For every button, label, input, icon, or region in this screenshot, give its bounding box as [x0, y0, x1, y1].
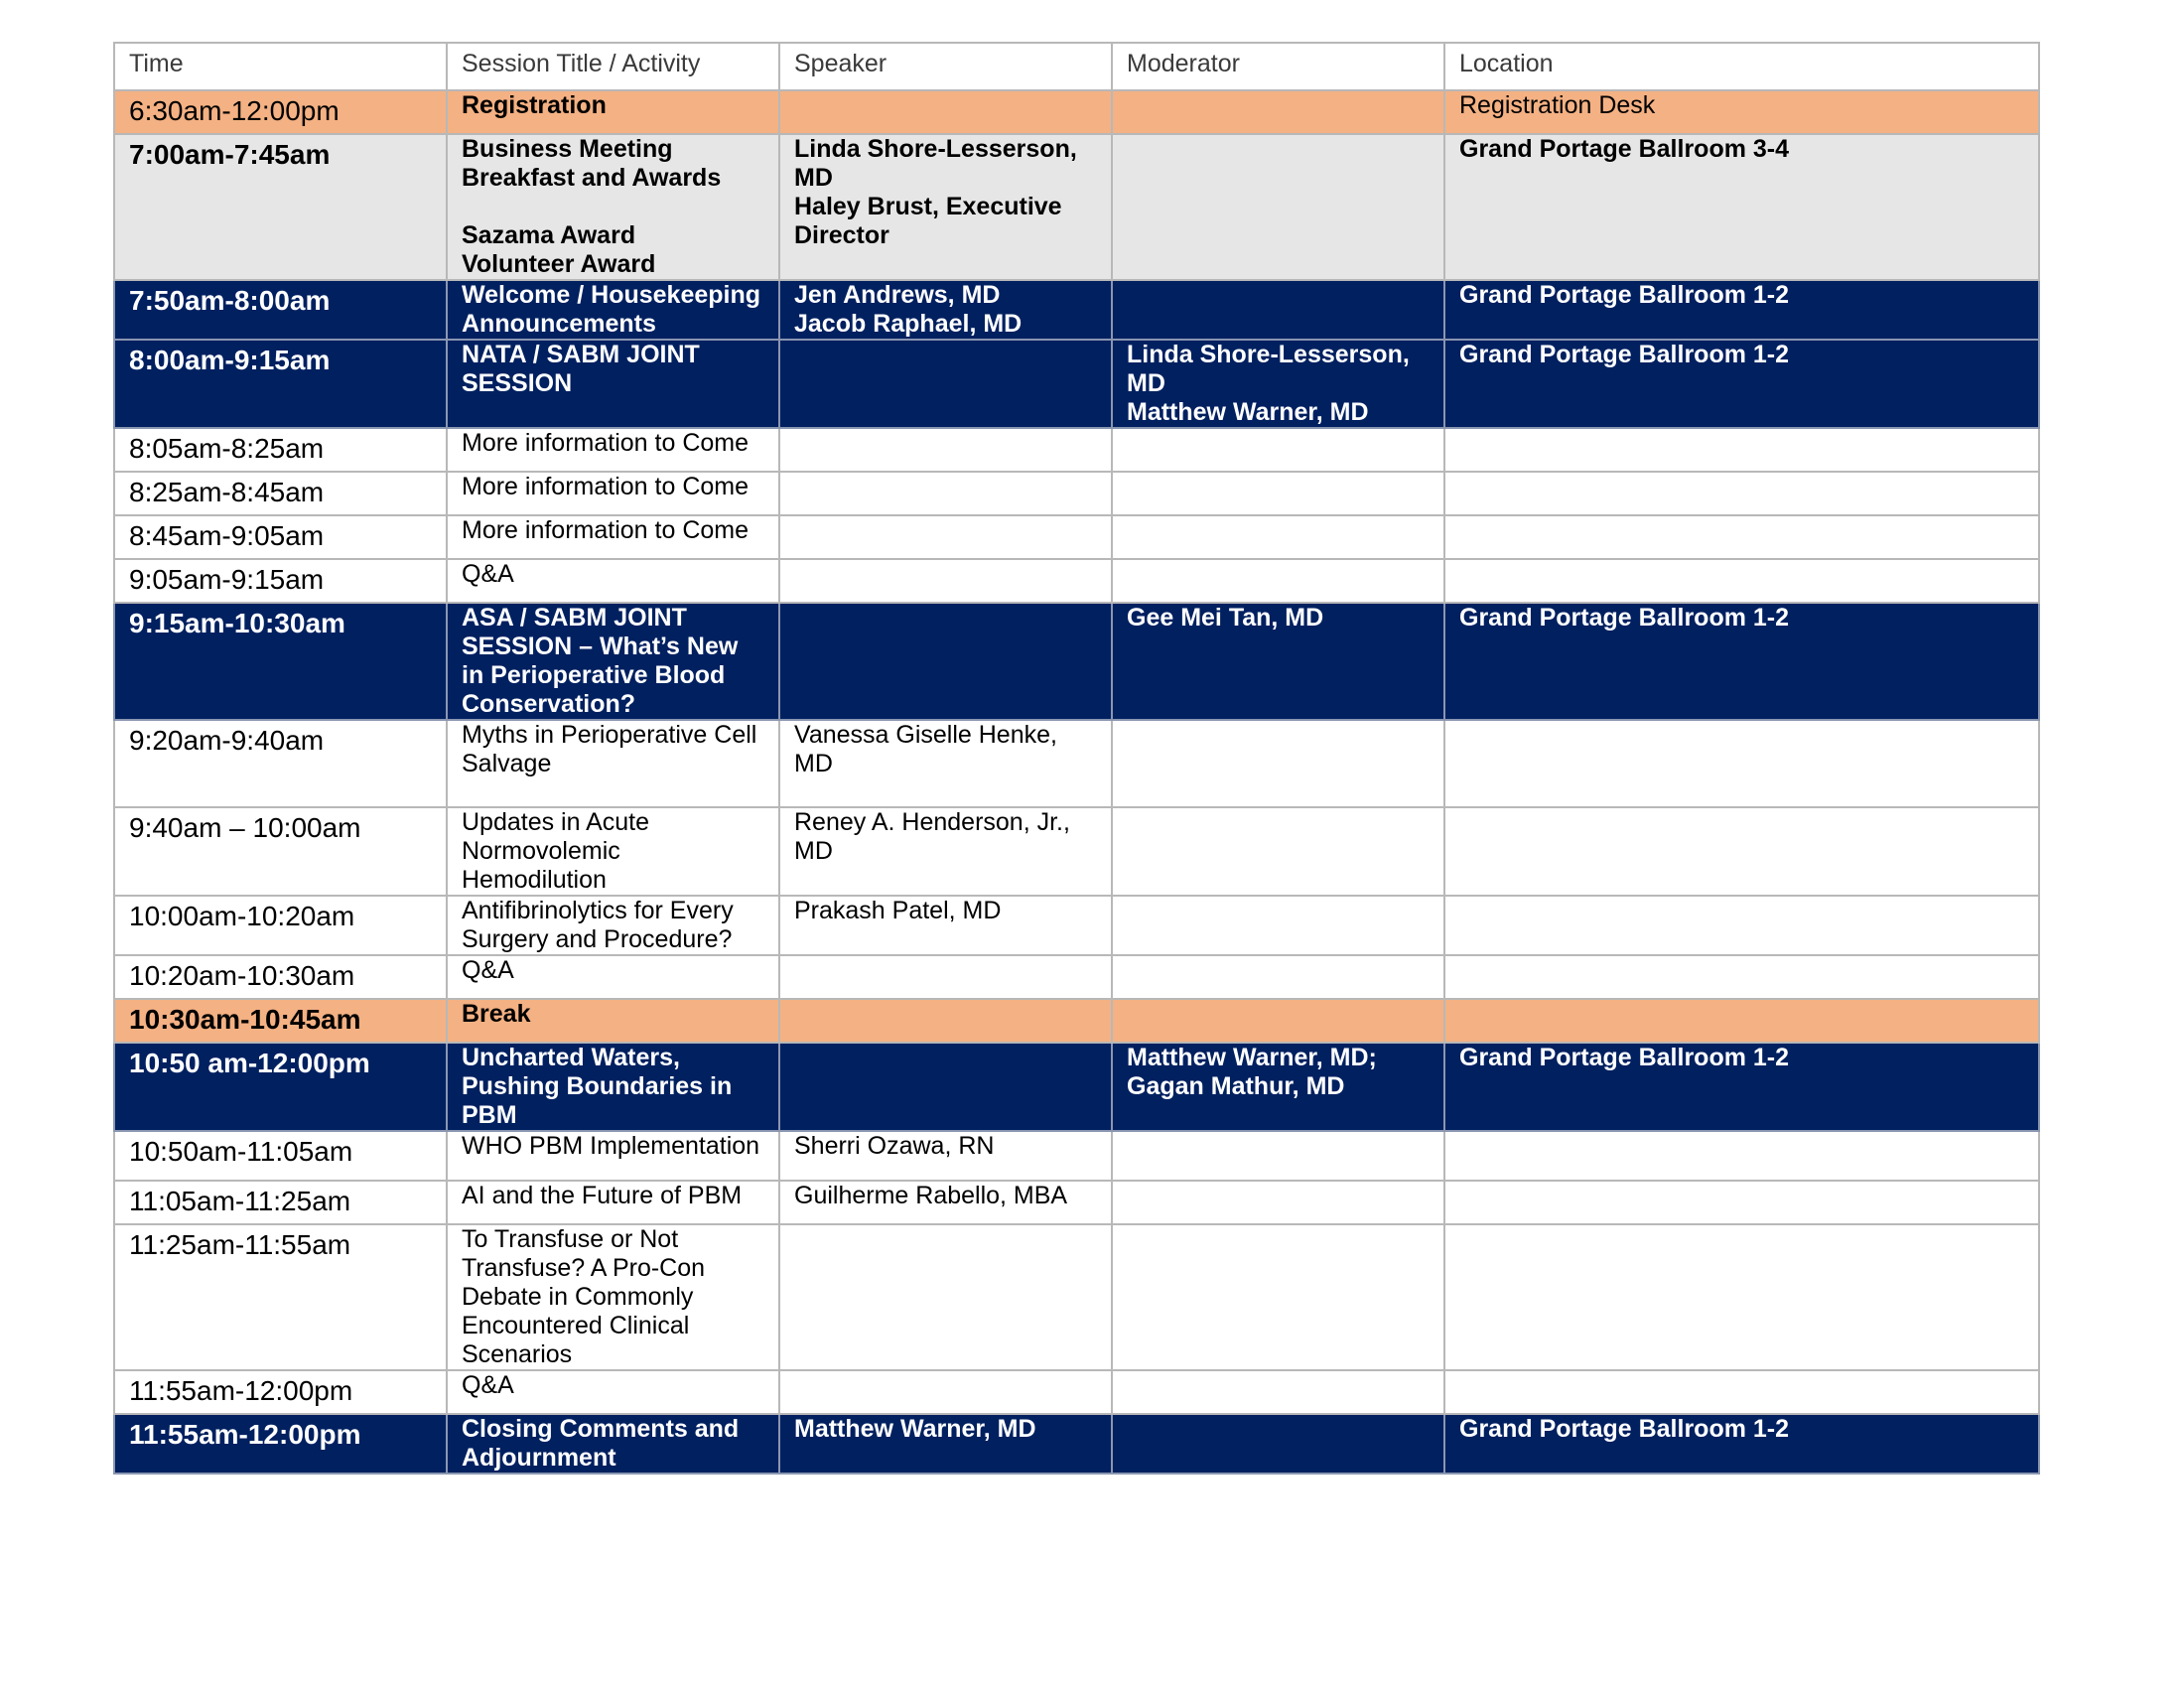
session-title-cell: [447, 340, 779, 428]
header-speaker: Speaker: [779, 43, 1112, 90]
speaker-cell: [779, 90, 1112, 134]
time-cell-text: 10:50 am-12:00pm: [129, 1048, 370, 1078]
session-title-cell: [447, 1224, 779, 1370]
session-title-cell-text: Uncharted Waters, Pushing Boundaries in PBM: [462, 1044, 733, 1129]
session-title-cell-text: Q&A: [462, 560, 514, 588]
time-cell: [114, 340, 447, 428]
header-moderator: Moderator: [1112, 43, 1444, 90]
location-cell: [1444, 1414, 2039, 1474]
time-cell: [114, 720, 447, 807]
session-title-cell-text: Updates in Acute Normovolemic Hemodilution: [462, 808, 650, 894]
speaker-cell: [779, 559, 1112, 603]
session-title-cell: [447, 90, 779, 134]
location-cell-text: Grand Portage Ballroom 1-2: [1459, 281, 1790, 309]
session-title-cell-text: More information to Come: [462, 516, 750, 544]
moderator-cell: [1112, 90, 1444, 134]
time-cell: [114, 1043, 447, 1131]
location-cell-text: Grand Portage Ballroom 3-4: [1459, 135, 1790, 163]
location-cell: [1444, 896, 2039, 955]
time-cell: [114, 472, 447, 515]
location-cell: [1444, 340, 2039, 428]
moderator-cell: [1112, 1181, 1444, 1224]
time-cell-text: 11:55am-12:00pm: [129, 1375, 353, 1406]
time-cell: [114, 559, 447, 603]
time-cell-text: 10:50am-11:05am: [129, 1136, 353, 1167]
table-row: [114, 90, 2039, 134]
time-cell: [114, 999, 447, 1043]
table-row: [114, 515, 2039, 559]
time-cell-text: 11:05am-11:25am: [129, 1186, 351, 1216]
location-cell: [1444, 90, 2039, 134]
location-cell-text: Grand Portage Ballroom 1-2: [1459, 341, 1790, 368]
table-row: [114, 472, 2039, 515]
session-title-cell: [447, 280, 779, 340]
agenda-table: [113, 42, 2040, 1475]
time-cell: [114, 1181, 447, 1224]
table-row: [114, 1181, 2039, 1224]
table-row: [114, 340, 2039, 428]
table-row: [114, 1224, 2039, 1370]
moderator-cell: [1112, 807, 1444, 896]
moderator-cell: [1112, 1414, 1444, 1474]
location-cell: [1444, 428, 2039, 472]
location-cell: [1444, 1181, 2039, 1224]
speaker-cell: [779, 1131, 1112, 1181]
moderator-cell: [1112, 1224, 1444, 1370]
session-title-cell-text: NATA / SABM JOINT SESSION: [462, 341, 700, 397]
time-cell: [114, 428, 447, 472]
time-cell-text: 9:05am-9:15am: [129, 564, 325, 595]
time-cell-text: 8:05am-8:25am: [129, 433, 325, 464]
location-cell: [1444, 807, 2039, 896]
table-row: [114, 896, 2039, 955]
session-title-cell-text: Break: [462, 1000, 531, 1028]
speaker-cell: [779, 1043, 1112, 1131]
moderator-cell: [1112, 896, 1444, 955]
session-title-cell: [447, 603, 779, 720]
session-title-cell-text: Welcome / Housekeeping Announcements: [462, 281, 761, 338]
moderator-cell: [1112, 999, 1444, 1043]
table-row: [114, 807, 2039, 896]
speaker-cell: [779, 999, 1112, 1043]
table-row: [114, 955, 2039, 999]
table-row: [114, 603, 2039, 720]
speaker-cell: [779, 472, 1112, 515]
session-title-cell: [447, 1414, 779, 1474]
time-cell-text: 10:30am-10:45am: [129, 1004, 361, 1035]
speaker-cell: [779, 896, 1112, 955]
session-title-cell-text: Q&A: [462, 956, 514, 984]
time-cell: [114, 896, 447, 955]
moderator-cell: [1112, 720, 1444, 807]
time-cell-text: 7:50am-8:00am: [129, 285, 331, 316]
time-cell: [114, 1131, 447, 1181]
session-title-cell: [447, 428, 779, 472]
header-session-title: Session Title / Activity: [447, 43, 779, 90]
speaker-cell-text: Linda Shore-Lesserson, MD Haley Brust, Executive Director: [794, 135, 1077, 249]
session-title-cell-text: AI and the Future of PBM: [462, 1182, 743, 1209]
location-cell: [1444, 1131, 2039, 1181]
speaker-cell: [779, 1414, 1112, 1474]
time-cell: [114, 280, 447, 340]
moderator-cell: [1112, 955, 1444, 999]
session-title-cell-text: Myths in Perioperative Cell Salvage: [462, 721, 757, 777]
location-cell: [1444, 720, 2039, 807]
moderator-cell: [1112, 340, 1444, 428]
table-row: [114, 428, 2039, 472]
session-title-cell: [447, 999, 779, 1043]
speaker-cell: [779, 603, 1112, 720]
time-cell: [114, 955, 447, 999]
speaker-cell-text: Sherri Ozawa, RN: [794, 1132, 995, 1160]
location-cell-text: Registration Desk: [1459, 91, 1656, 119]
speaker-cell: [779, 1224, 1112, 1370]
speaker-cell: [779, 1181, 1112, 1224]
location-cell: [1444, 603, 2039, 720]
moderator-cell: [1112, 134, 1444, 280]
session-title-cell: [447, 1131, 779, 1181]
location-cell: [1444, 280, 2039, 340]
moderator-cell: [1112, 472, 1444, 515]
time-cell-text: 9:40am – 10:00am: [129, 812, 361, 843]
location-cell-text: Grand Portage Ballroom 1-2: [1459, 1044, 1790, 1071]
location-cell: [1444, 1043, 2039, 1131]
header-time: Time: [114, 43, 447, 90]
session-title-cell-text: WHO PBM Implementation: [462, 1132, 760, 1160]
session-title-cell-text: ASA / SABM JOINT SESSION – What’s New in Perioperative Blood Conservation?: [462, 604, 739, 718]
moderator-cell-text: Matthew Warner, MD; Gagan Mathur, MD: [1127, 1044, 1377, 1100]
speaker-cell-text: Reney A. Henderson, Jr., MD: [794, 808, 1070, 865]
time-cell: [114, 90, 447, 134]
session-title-cell: [447, 515, 779, 559]
location-cell-text: Grand Portage Ballroom 1-2: [1459, 604, 1790, 632]
time-cell-text: 10:20am-10:30am: [129, 960, 355, 991]
table-row: [114, 559, 2039, 603]
session-title-cell: [447, 807, 779, 896]
time-cell-text: 10:00am-10:20am: [129, 901, 355, 931]
time-cell-text: 7:00am-7:45am: [129, 139, 331, 170]
session-title-cell: [447, 472, 779, 515]
table-row: [114, 1370, 2039, 1414]
session-title-cell-text: Closing Comments and Adjournment: [462, 1415, 740, 1472]
table-row: [114, 1043, 2039, 1131]
session-title-cell: [447, 134, 779, 280]
table-row: [114, 1414, 2039, 1474]
time-cell-text: 6:30am-12:00pm: [129, 95, 340, 126]
agenda-body: [114, 90, 2039, 1474]
time-cell: [114, 134, 447, 280]
session-title-cell-text: Q&A: [462, 1371, 514, 1399]
session-title-cell: [447, 955, 779, 999]
header-location: Location: [1444, 43, 2039, 90]
moderator-cell-text: Linda Shore-Lesserson, MD Matthew Warner, MD: [1127, 341, 1410, 426]
speaker-cell: [779, 280, 1112, 340]
moderator-cell: [1112, 1370, 1444, 1414]
time-cell-text: 8:25am-8:45am: [129, 477, 325, 507]
location-cell: [1444, 559, 2039, 603]
time-cell: [114, 1224, 447, 1370]
speaker-cell: [779, 515, 1112, 559]
moderator-cell: [1112, 428, 1444, 472]
moderator-cell: [1112, 1043, 1444, 1131]
session-title-cell-text: To Transfuse or Not Transfuse? A Pro-Con Debate in Commonly Encountered Clinical Scenarios: [462, 1225, 706, 1368]
location-cell: [1444, 1370, 2039, 1414]
speaker-cell: [779, 807, 1112, 896]
location-cell: [1444, 472, 2039, 515]
time-cell-text: 11:25am-11:55am: [129, 1229, 351, 1260]
table-row: [114, 999, 2039, 1043]
location-cell: [1444, 955, 2039, 999]
session-title-cell: [447, 1181, 779, 1224]
speaker-cell: [779, 1370, 1112, 1414]
time-cell-text: 9:20am-9:40am: [129, 725, 325, 756]
time-cell-text: 11:55am-12:00pm: [129, 1419, 361, 1450]
table-header-row: [114, 43, 2039, 90]
time-cell: [114, 603, 447, 720]
session-title-cell-text: More information to Come: [462, 429, 750, 457]
table-row: [114, 720, 2039, 807]
session-title-cell-text: Antifibrinolytics for Every Surgery and Procedure?: [462, 897, 734, 953]
speaker-cell-text: Prakash Patel, MD: [794, 897, 1002, 924]
session-title-cell-text: Business Meeting Breakfast and Awards Sazama Award Volunteer Award: [462, 135, 722, 278]
session-title-cell: [447, 559, 779, 603]
session-title-cell: [447, 896, 779, 955]
table-row: [114, 280, 2039, 340]
moderator-cell: [1112, 559, 1444, 603]
speaker-cell-text: Vanessa Giselle Henke, MD: [794, 721, 1057, 777]
location-cell: [1444, 515, 2039, 559]
location-cell: [1444, 999, 2039, 1043]
speaker-cell: [779, 428, 1112, 472]
moderator-cell: [1112, 1131, 1444, 1181]
speaker-cell-text: Jen Andrews, MD Jacob Raphael, MD: [794, 281, 1023, 338]
time-cell-text: 9:15am-10:30am: [129, 608, 345, 638]
speaker-cell-text: Guilherme Rabello, MBA: [794, 1182, 1068, 1209]
session-title-cell: [447, 720, 779, 807]
time-cell: [114, 1414, 447, 1474]
speaker-cell: [779, 720, 1112, 807]
time-cell: [114, 807, 447, 896]
location-cell: [1444, 134, 2039, 280]
moderator-cell: [1112, 280, 1444, 340]
moderator-cell: [1112, 515, 1444, 559]
speaker-cell: [779, 134, 1112, 280]
time-cell-text: 8:00am-9:15am: [129, 345, 331, 375]
table-row: [114, 134, 2039, 280]
moderator-cell: [1112, 603, 1444, 720]
speaker-cell-text: Matthew Warner, MD: [794, 1415, 1036, 1443]
session-title-cell-text: More information to Come: [462, 473, 750, 500]
time-cell-text: 8:45am-9:05am: [129, 520, 325, 551]
moderator-cell-text: Gee Mei Tan, MD: [1127, 604, 1324, 632]
speaker-cell: [779, 340, 1112, 428]
table-row: [114, 1131, 2039, 1181]
session-title-cell: [447, 1370, 779, 1414]
location-cell: [1444, 1224, 2039, 1370]
time-cell: [114, 515, 447, 559]
session-title-cell-text: Registration: [462, 91, 607, 119]
speaker-cell: [779, 955, 1112, 999]
time-cell: [114, 1370, 447, 1414]
location-cell-text: Grand Portage Ballroom 1-2: [1459, 1415, 1790, 1443]
session-title-cell: [447, 1043, 779, 1131]
